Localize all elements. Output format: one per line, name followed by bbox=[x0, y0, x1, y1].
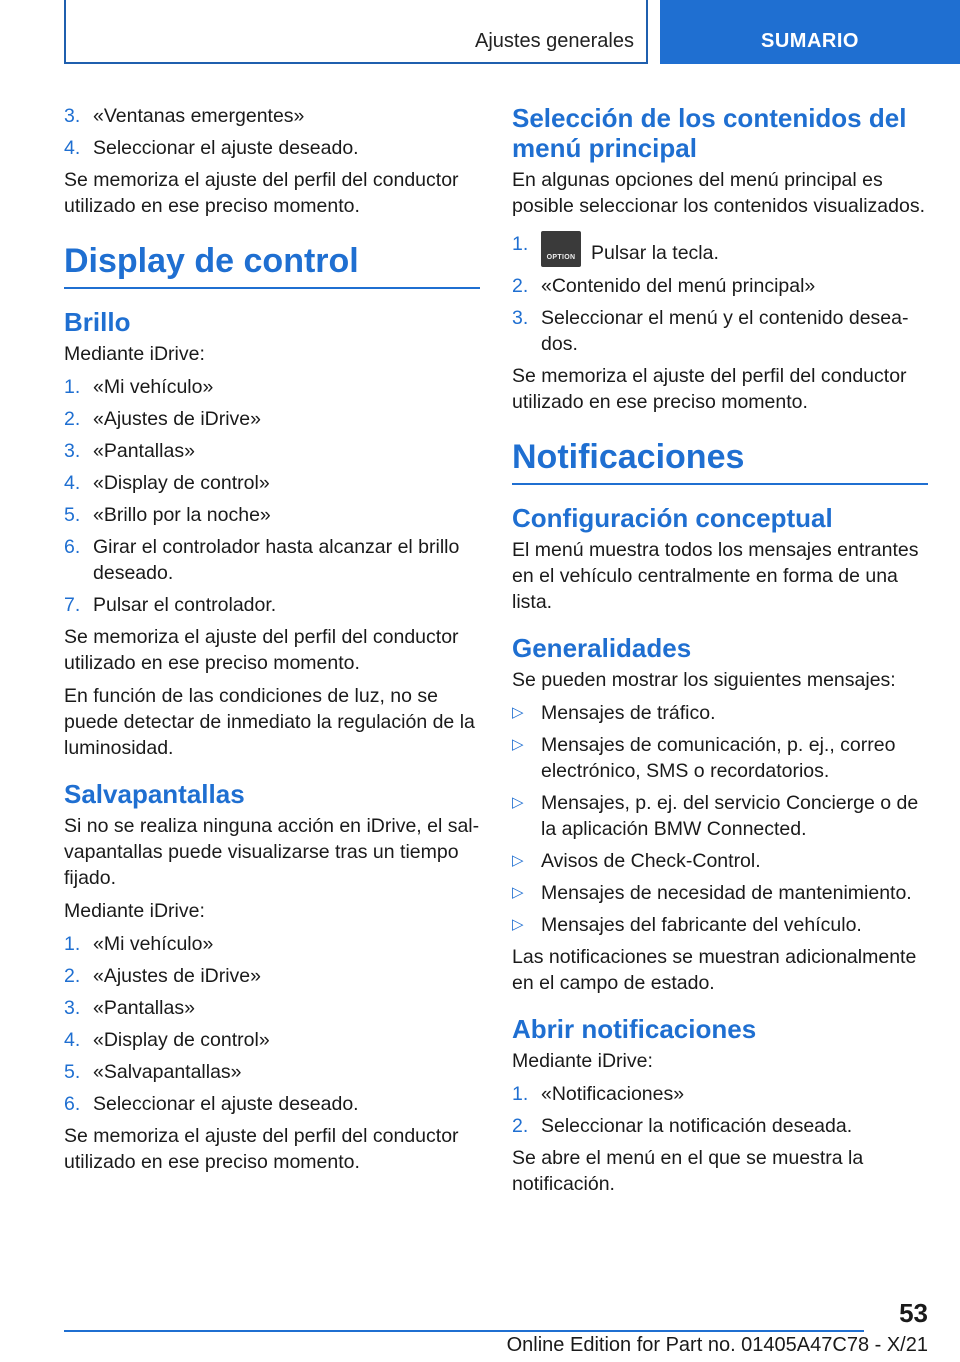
list-number: 3. bbox=[64, 105, 81, 127]
list-number: 2. bbox=[64, 965, 81, 987]
header-section-label: Ajustes generales bbox=[475, 30, 634, 52]
triangle-bullet-icon: ▷ bbox=[512, 704, 524, 721]
list-text: «Pantallas» bbox=[93, 440, 195, 462]
list-number: 3. bbox=[64, 440, 81, 462]
option-key-label: OPTION bbox=[546, 254, 576, 261]
list-item bbox=[64, 534, 480, 586]
bullet-text: Mensajes del fabricante del vehículo. bbox=[541, 914, 862, 936]
bullet-item bbox=[512, 848, 928, 874]
paragraph: Se memoriza el ajuste del perfil del conductor utilizado en ese preciso momento. bbox=[512, 365, 907, 413]
list-item bbox=[512, 273, 928, 299]
list-item bbox=[64, 1059, 480, 1085]
list-item bbox=[512, 1113, 928, 1139]
list-item bbox=[64, 502, 480, 528]
bullet-text: Mensajes de tráfico. bbox=[541, 702, 716, 724]
summary-label: SUMARIO bbox=[761, 30, 859, 52]
option-key-icon bbox=[541, 231, 581, 267]
list-number: 2. bbox=[512, 275, 529, 297]
paragraph: Se pueden mostrar los siguientes mensajes: bbox=[512, 669, 896, 691]
list-item bbox=[64, 931, 480, 957]
page-number: 53 bbox=[899, 1298, 928, 1328]
bullet-item bbox=[512, 912, 928, 938]
list-item bbox=[64, 1027, 480, 1053]
triangle-bullet-icon: ▷ bbox=[512, 794, 524, 811]
heading-brillo: Brillo bbox=[64, 307, 131, 337]
paragraph: El menú muestra todos los mensajes entrantes en el vehículo centralmente en forma de una lista. bbox=[512, 539, 919, 613]
bullet-item bbox=[512, 732, 928, 784]
list-number: 4. bbox=[64, 472, 81, 494]
paragraph: Si no se realiza ninguna acción en iDrive, el salvapantallas puede visualizarse tras un tiempo fijado. bbox=[64, 815, 480, 889]
right-column bbox=[512, 103, 928, 1204]
bullet-text: Mensajes de necesidad de mantenimiento. bbox=[541, 882, 912, 904]
list-text: «Display de control» bbox=[93, 1029, 270, 1051]
list-text: «Pantallas» bbox=[93, 997, 195, 1019]
paragraph: Se memoriza el ajuste del perfil del conductor utilizado en ese preciso momento. bbox=[64, 1125, 459, 1173]
list-number: 2. bbox=[512, 1115, 529, 1137]
list-number: 1. bbox=[512, 233, 529, 255]
list-number: 3. bbox=[64, 997, 81, 1019]
paragraph: Mediante iDrive: bbox=[64, 900, 205, 922]
heading-notificaciones: Notificaciones bbox=[512, 438, 745, 476]
list-number: 6. bbox=[64, 1093, 81, 1115]
summary-button[interactable] bbox=[660, 0, 960, 64]
list-item bbox=[512, 1081, 928, 1107]
list-number: 4. bbox=[64, 137, 81, 159]
edition-text: Online Edition for Part no. 01405A47C78 - X/21 bbox=[506, 1334, 928, 1356]
list-text: Pulsar la tecla. bbox=[591, 242, 719, 264]
list-item bbox=[512, 231, 928, 267]
paragraph: En función de las condiciones de luz, no se puede detectar de inmediato la regulación de la luminosidad. bbox=[64, 685, 475, 759]
list-number: 5. bbox=[64, 504, 81, 526]
list-item bbox=[64, 963, 480, 989]
list-text: «Notificaciones» bbox=[541, 1083, 685, 1105]
list-number: 1. bbox=[64, 376, 81, 398]
list-item bbox=[64, 592, 480, 618]
list-text: «Ventanas emergentes» bbox=[93, 105, 305, 127]
list-item bbox=[64, 995, 480, 1021]
list-number: 3. bbox=[512, 307, 529, 329]
list-item bbox=[512, 305, 928, 357]
list-text: Pulsar el controlador. bbox=[93, 594, 277, 616]
list-number: 7. bbox=[64, 594, 81, 616]
triangle-bullet-icon: ▷ bbox=[512, 852, 524, 869]
list-item bbox=[64, 406, 480, 432]
list-number: 1. bbox=[512, 1083, 529, 1105]
bullet-item bbox=[512, 790, 928, 842]
triangle-bullet-icon: ▷ bbox=[512, 884, 524, 901]
left-column bbox=[64, 103, 480, 1182]
list-text: Seleccionar el menú y el contenido deseados. bbox=[541, 307, 909, 355]
bullet-item bbox=[512, 880, 928, 906]
list-number: 5. bbox=[64, 1061, 81, 1083]
heading-abrir-notificaciones: Abrir notificaciones bbox=[512, 1014, 757, 1044]
heading-configuracion: Configuración conceptual bbox=[512, 503, 833, 533]
paragraph: En algunas opciones del menú principal es posible seleccionar los contenidos visualizados. bbox=[512, 169, 925, 217]
list-number: 6. bbox=[64, 536, 81, 558]
list-text: Seleccionar la notificación deseada. bbox=[541, 1115, 853, 1137]
section-heading-notificaciones bbox=[512, 437, 928, 485]
bullet-text: Avisos de Check-Control. bbox=[541, 850, 761, 872]
list-text: «Mi vehículo» bbox=[93, 376, 214, 398]
list-text: «Ajustes de iDrive» bbox=[93, 965, 261, 987]
paragraph: Se memoriza el ajuste del perfil del conductor utilizado en ese preciso momento. bbox=[64, 626, 459, 674]
list-number: 4. bbox=[64, 1029, 81, 1051]
list-text: «Contenido del menú principal» bbox=[541, 275, 816, 297]
list-text: «Display de control» bbox=[93, 472, 270, 494]
heading-generalidades: Generalidades bbox=[512, 633, 692, 663]
header-section-box bbox=[64, 0, 648, 64]
heading-salvapantallas: Salvapantallas bbox=[64, 779, 245, 809]
list-text: Girar el controlador hasta alcanzar el brillo deseado. bbox=[93, 536, 460, 584]
list-item bbox=[64, 135, 480, 161]
heading-seleccion-contenidos: Selección de los contenidos del menú principal bbox=[512, 103, 907, 163]
list-item bbox=[64, 1091, 480, 1117]
paragraph: Se abre el menú en el que se muestra la notificación. bbox=[512, 1147, 864, 1195]
list-item bbox=[64, 374, 480, 400]
bullet-text: Mensajes de comunicación, p. ej., correo electrónico, SMS o recordatorios. bbox=[541, 734, 896, 782]
list-text: Seleccionar el ajuste deseado. bbox=[93, 137, 359, 159]
list-text: «Mi vehículo» bbox=[93, 933, 214, 955]
paragraph: Mediante iDrive: bbox=[512, 1050, 653, 1072]
list-item bbox=[64, 438, 480, 464]
list-text: «Brillo por la noche» bbox=[93, 504, 271, 526]
triangle-bullet-icon: ▷ bbox=[512, 736, 524, 753]
paragraph: Las notificaciones se muestran adicionalmente en el campo de estado. bbox=[512, 946, 917, 994]
heading-display-de-control: Display de control bbox=[64, 242, 359, 280]
triangle-bullet-icon: ▷ bbox=[512, 916, 524, 933]
list-number: 1. bbox=[64, 933, 81, 955]
list-number: 2. bbox=[64, 408, 81, 430]
bullet-text: Mensajes, p. ej. del servicio Concierge o de la aplicación BMW Connected. bbox=[541, 792, 919, 840]
list-text: «Ajustes de iDrive» bbox=[93, 408, 261, 430]
list-text: Seleccionar el ajuste deseado. bbox=[93, 1093, 359, 1115]
bullet-item bbox=[512, 700, 928, 726]
list-item bbox=[64, 103, 480, 129]
list-item bbox=[64, 470, 480, 496]
list-text: «Salvapantallas» bbox=[93, 1061, 242, 1083]
paragraph: Se memoriza el ajuste del perfil del conductor utilizado en ese preciso momento. bbox=[64, 169, 459, 217]
footer-divider bbox=[64, 1330, 864, 1332]
paragraph: Mediante iDrive: bbox=[64, 343, 205, 365]
section-heading-display bbox=[64, 241, 480, 289]
